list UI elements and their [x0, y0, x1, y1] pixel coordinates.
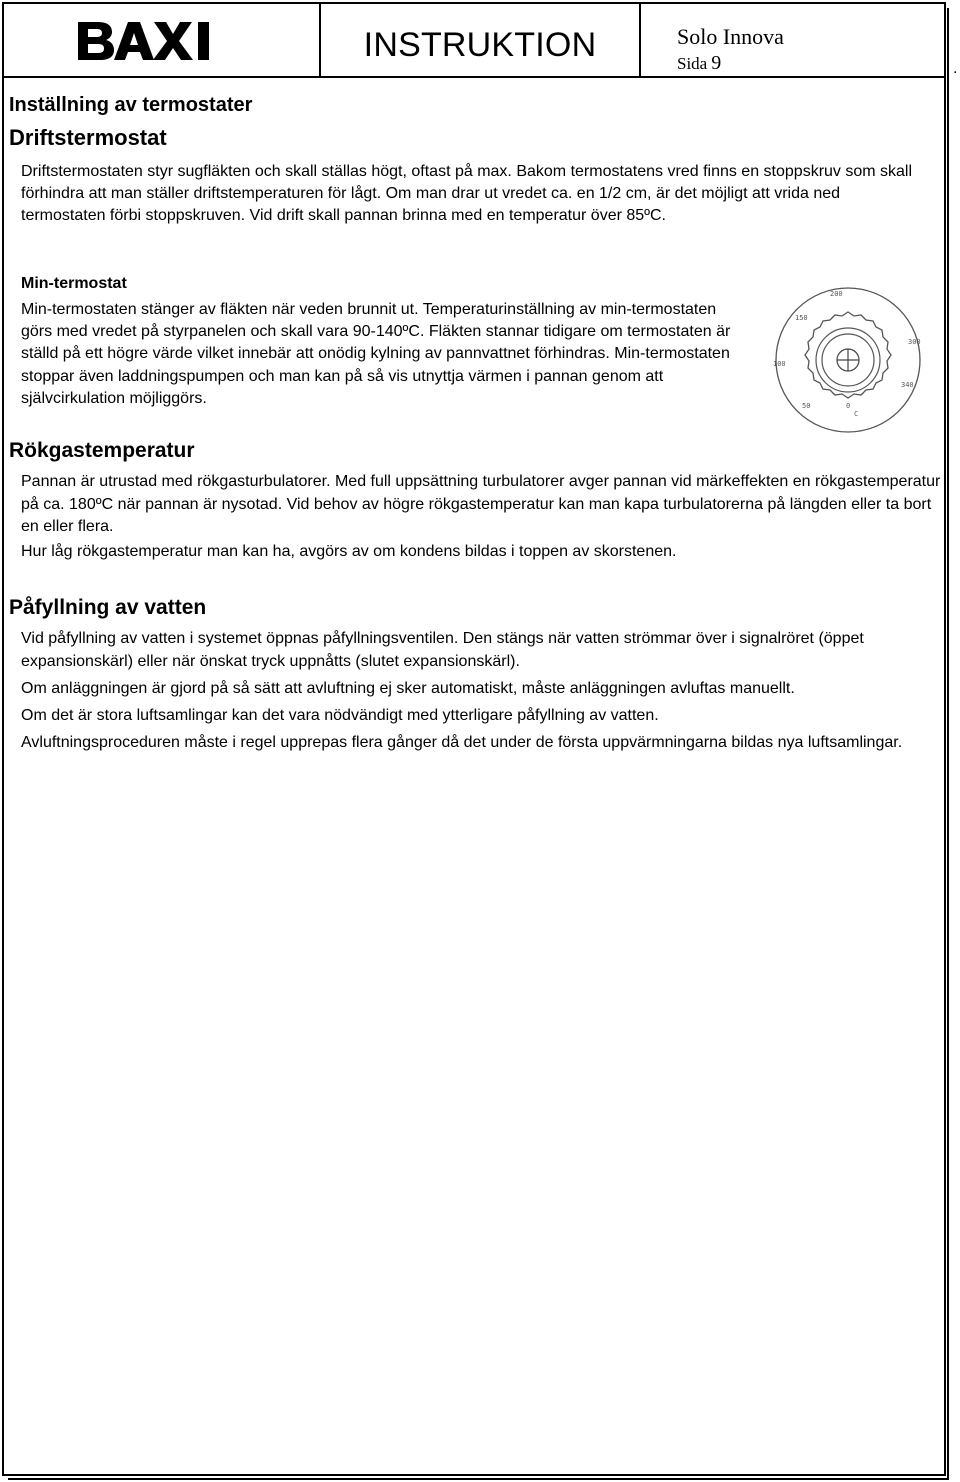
frame-shadow-bottom: [8, 1478, 949, 1480]
corner-mark: .: [953, 60, 958, 77]
fill-text-4: Avluftningsproceduren måste i regel upprepas flera gånger då det under de första uppvärmningarna bildas nya luftsamlingar.: [21, 734, 903, 751]
fill-text-3: Om det är stora luftsamlingar kan det vara nödvändigt med ytterligare påfyllning av vatten.: [21, 707, 659, 724]
title-cell: [321, 2, 641, 76]
min-text: Min-termostaten stänger av fläkten när veden brunnit ut. Temperaturinställning av min-termostaten görs med vredet på styrpanelen och skall vara 90-140ºC. Fläkten stannar tidigare om termostaten är ställd på ett högre värde vilket innebär att onödig kylning av pannvattnet förhindras. Min-termostaten stoppar även laddningspumpen och man kan på så vis utnyttja värmen i pannan genom att självcirkulation möjliggörs.: [21, 301, 731, 407]
dial-label-50: 50: [802, 402, 811, 410]
fill-heading: Påfyllning av vatten: [9, 596, 207, 619]
page-label: Sida: [677, 54, 708, 73]
flue-text-1: Pannan är utrustad med rökgasturbulatorer. Med full uppsättning turbulatorer avger pannan vid märkeffekten en rökgastemperatur på ca. 180ºC när pannan är nysotad. Vid behov av högre rökgastemperatur kan man kapa turbulatorerna på längden eller ta bort en eller flera.: [21, 473, 941, 536]
logo-cell: [2, 2, 321, 76]
flue-heading: Rökgastemperatur: [9, 439, 195, 462]
frame-shadow-right: [947, 8, 949, 1480]
dial-label-150: 150: [795, 314, 808, 322]
dial-label-0: 0: [846, 402, 851, 410]
min-heading: Min-termostat: [21, 275, 127, 292]
page-indicator: [677, 52, 721, 75]
dial-label-300: 300: [908, 338, 921, 346]
fill-text-2: Om anläggningen är gjord på så sätt att avluftning ej sker automatiskt, måste anläggningen avluftas manuellt.: [21, 680, 795, 697]
flue-text-2: Hur låg rökgastemperatur man kan ha, avgörs av om kondens bildas i toppen av skorstenen.: [21, 543, 677, 560]
dial-label-200: 200: [830, 290, 843, 298]
dial-label-c: C: [854, 410, 859, 418]
settings-heading: Inställning av termostater: [9, 94, 253, 116]
fill-text-1: Vid påfyllning av vatten i systemet öppnas påfyllningsventilen. Den stängs när vatten strömmar över i signalröret (öppet expansionskärl) eller när önskat tryck uppnåtts (slutet expansionskärl).: [21, 630, 864, 670]
page-header: [2, 2, 946, 78]
product-name: Solo Innova: [677, 24, 784, 49]
drift-text: Driftstermostaten styr sugfläkten och skall ställas högt, oftast på max. Bakom termostatens vred finns en stoppskruv som skall förhindra att man ställer driftstemperaturen för lågt. Om man drar ut vredet ca. en 1/2 cm, är det möjligt att vrida ned termostaten förbi stoppskruven. Vid drift skall pannan brinna med en temperatur över 85ºC.: [21, 163, 913, 225]
thermostat-dial-figure: [758, 278, 938, 440]
document-title: INSTRUKTION: [363, 26, 597, 64]
drift-heading: Driftstermostat: [9, 125, 167, 150]
dial-label-100: 100: [773, 360, 786, 368]
meta-cell: [641, 2, 946, 76]
baxi-logo: [78, 20, 220, 62]
page-number: 9: [711, 52, 722, 74]
dial-label-340: 340: [901, 381, 914, 389]
